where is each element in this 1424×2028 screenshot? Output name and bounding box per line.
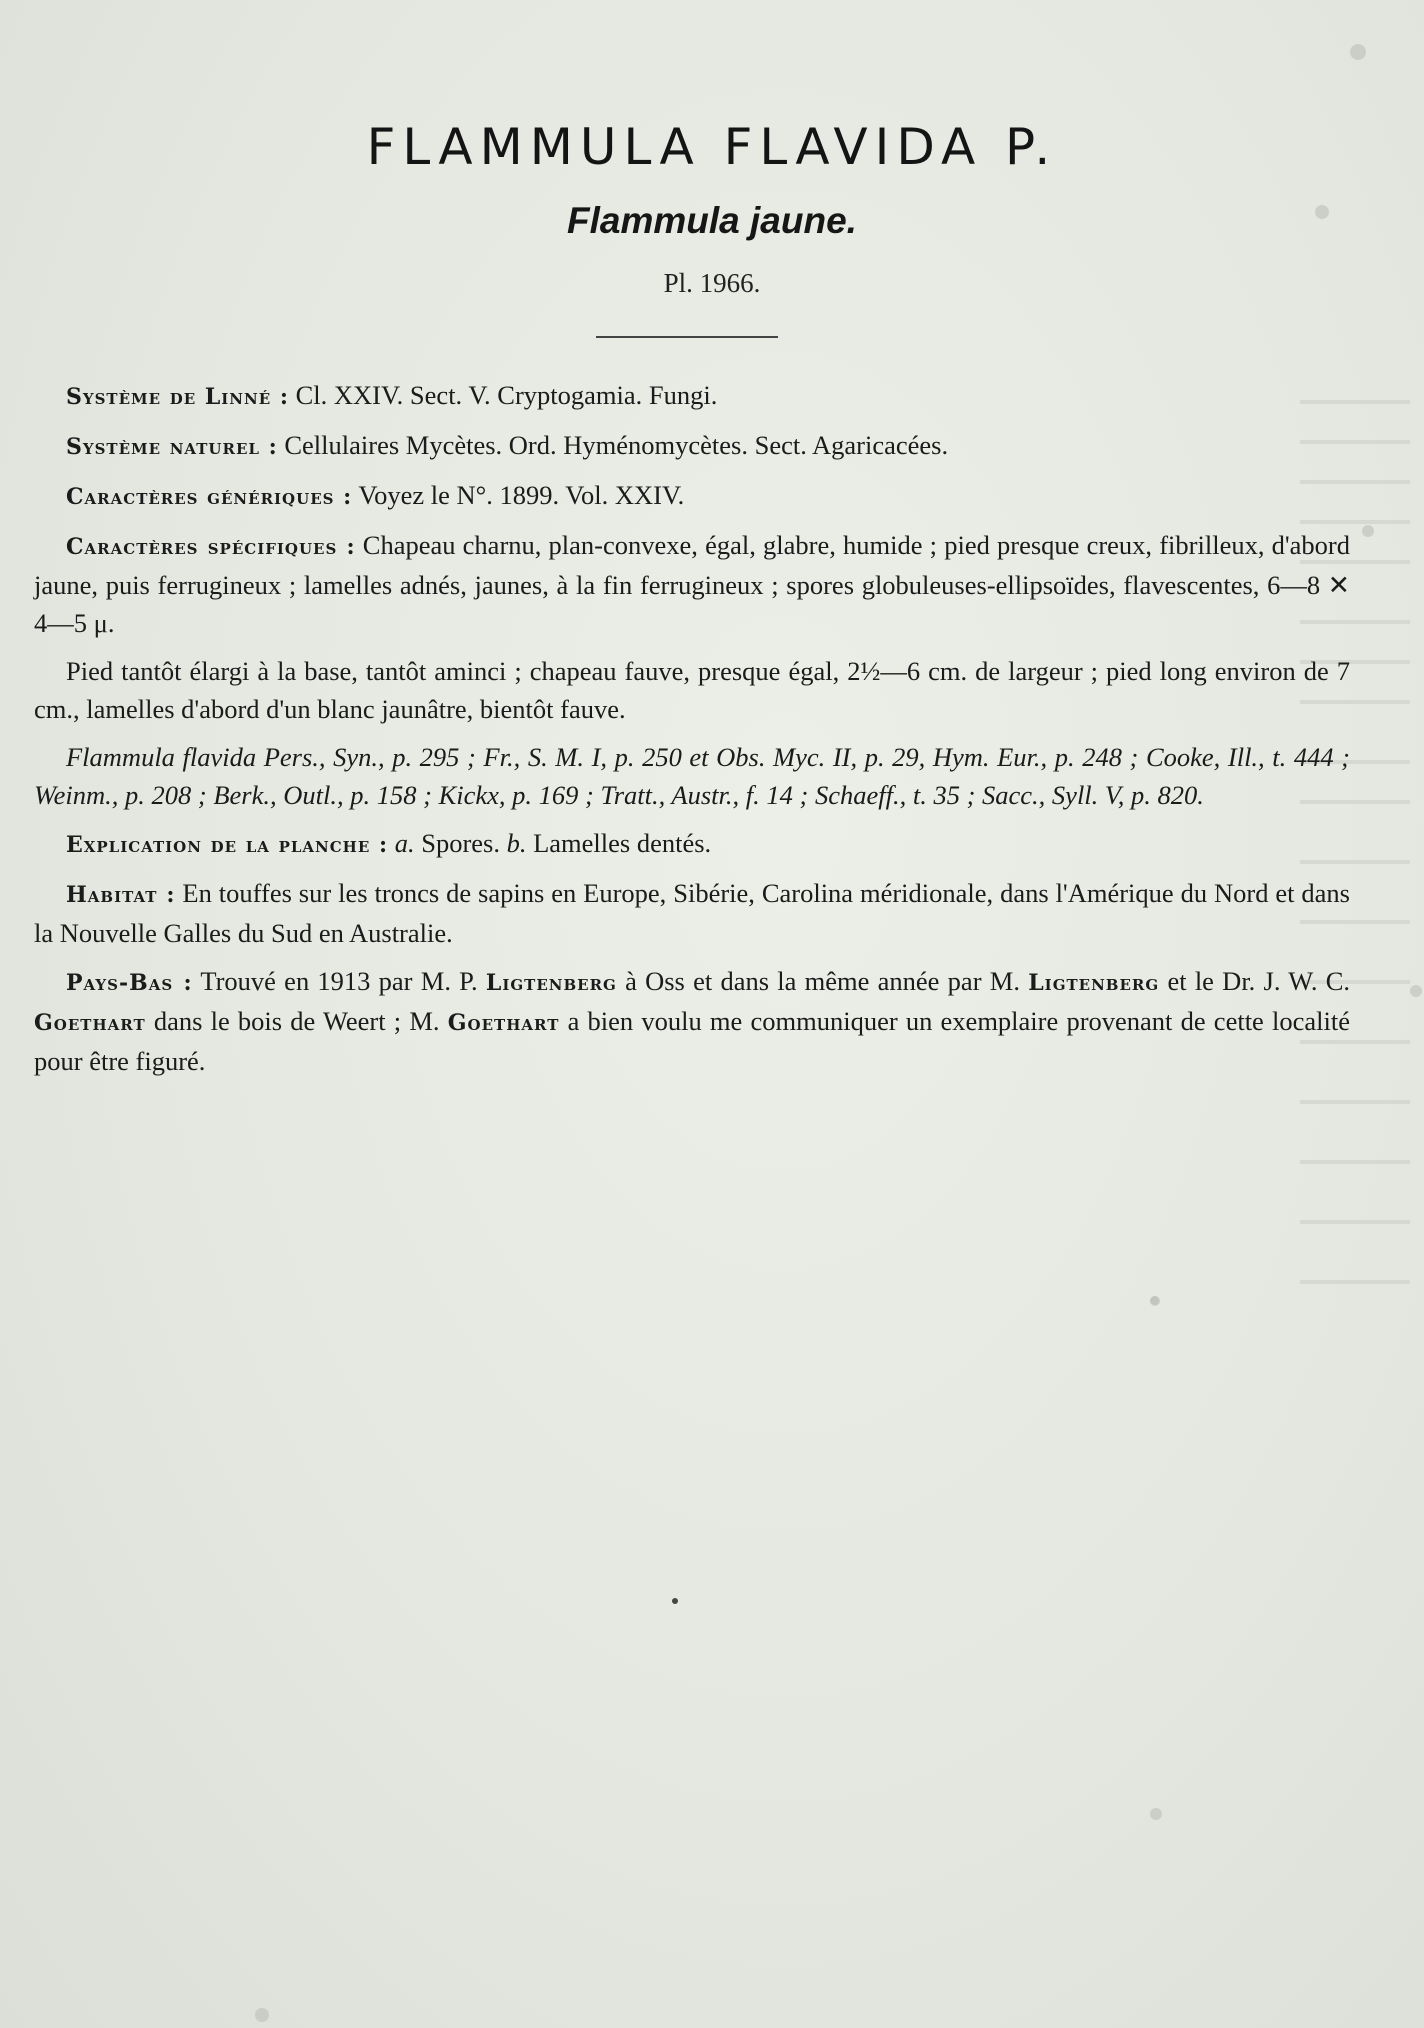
paper-speck [1150,1808,1162,1820]
person-name: Ligtenberg [485,970,617,996]
linne-paragraph [34,376,1350,416]
paper-speck [1410,985,1422,997]
paper-speck [1350,44,1366,60]
section-text: Cl. XXIV. Sect. V. Cryptogamia. Fungi. [288,380,718,410]
paper-speck [672,1598,678,1604]
section-label: Système de Linné : [66,384,289,410]
section-text: et le Dr. J. W. C. [1159,966,1350,996]
show-through-line [1300,1220,1410,1224]
naturel-paragraph [34,426,1350,466]
references-paragraph: Flammula flavida Pers., Syn., p. 295 ; Fr., S. M. I, p. 250 et Obs. Myc. II, p. 29, Hym. Eur., p. 248 ; Cooke, Ill., t. 444 ; Weinm., p. 208 ; Berk., Outl., p. 158 ; Kickx, p. 169 ; Tratt., Austr., f. 14 ; Schaeff., t. 35 ; Sacc., Syll. V, p. 820. [34,742,1350,810]
pays-bas-paragraph [34,962,1350,1080]
section-text: à Oss et dans la même année par M. [616,966,1029,996]
description-paragraph: Pied tantôt élargi à la base, tantôt aminci ; chapeau fauve, presque égal, 2½—6 cm. de largeur ; pied long environ de 7 cm., lamelles d'abord d'un blanc jaunâtre, bientôt fauve. [34,656,1350,724]
person-name: Ligtenberg [1028,970,1160,996]
section-text: Cellulaires Mycètes. Ord. Hyménomycètes. Sect. Agaricacées. [277,430,949,460]
plate-number: Pl. 1966. [663,268,761,298]
section-label: Caractères spécifiques : [66,534,356,560]
show-through-line [1300,1100,1410,1104]
explication-paragraph [34,824,1350,864]
article-body [34,376,1350,1090]
page-title: FLAMMULA FLAVIDA P. [366,118,1058,176]
section-text: Trouvé en 1913 par M. P. [192,966,486,996]
section-label: Explication de la planche : [66,832,389,858]
specifiques-paragraph [34,526,1350,642]
paper-speck [1150,1296,1159,1305]
show-through-line [1300,1160,1410,1164]
section-text: Chapeau charnu, plan-convexe, égal, glabre, humide ; pied presque creux, fibrilleux, d'abord jaune, puis ferrugineux ; lamelles adnés, jaunes, à la fin ferrugineux ; spores globuleuses-ellipsoïdes, flavescentes, 6—8 ✕ 4—5 μ. [34,530,1350,638]
section-label: Habitat : [66,882,176,908]
show-through-line [1300,1280,1410,1284]
section-label: Pays-Bas : [66,970,193,996]
person-name: Goethart [447,1010,560,1036]
figure-letter-a: a. [394,828,415,858]
page-subtitle: Flammula jaune. [567,200,857,241]
person-name: Goethart [34,1010,146,1036]
section-text: Voyez le N°. 1899. Vol. XXIV. [352,480,685,510]
generiques-paragraph [34,476,1350,516]
section-text: a bien voulu me communiquer un exemplaire provenant de cette localité pour être figuré. [34,1006,1351,1076]
section-label: Système naturel : [66,434,278,460]
title-divider [596,336,778,338]
figure-letter-b: b. [506,828,527,858]
section-text: dans le bois de Weert ; M. [145,1006,448,1036]
figure-text-b: Lamelles dentés. [526,828,712,858]
habitat-paragraph [34,874,1350,952]
section-label: Caractères génériques : [66,484,353,510]
section-text: En touffes sur les troncs de sapins en Europe, Sibérie, Carolina méridionale, dans l'Amérique du Nord et dans la Nouvelle Galles du Sud en Australie. [34,878,1350,948]
figure-text-a: Spores. [414,828,507,858]
paper-speck [1362,525,1374,537]
paper-speck [255,2008,269,2022]
